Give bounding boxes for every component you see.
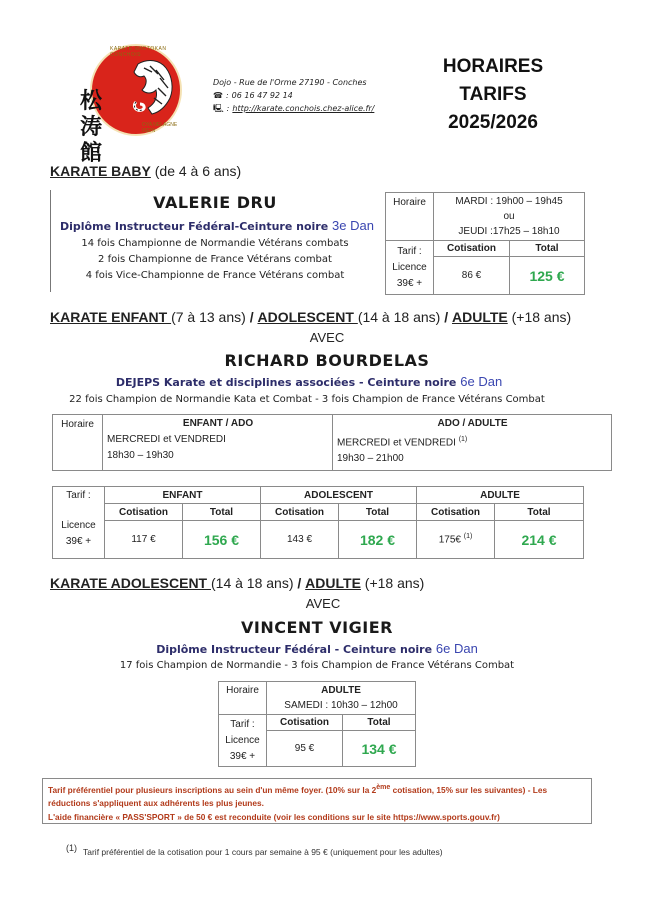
licence-price: 39€ + <box>229 750 256 762</box>
palmares-line: 14 fois Championne de Normandie Vétérans combats <box>81 238 349 249</box>
course-name: KARATE ENFANT <box>50 309 172 325</box>
tarif-label-cell <box>53 487 105 559</box>
horaire-label: Horaire <box>53 415 103 471</box>
instructor-name: VINCENT VIGIER <box>241 618 393 637</box>
dan-grade: 3e Dan <box>332 218 374 233</box>
separator: / <box>249 309 254 325</box>
diploma-text: DEJEPS Karate et disciplines associées - Ceinture noire <box>115 376 457 389</box>
cotisation-value: 95 € <box>267 731 343 767</box>
group-header-adulte: ADULTE <box>417 487 584 504</box>
notice-text: cotisation, 15% sur les suivantes) - Les <box>390 784 548 795</box>
kanji-char: 松 <box>80 88 103 114</box>
tarif-label-cell <box>219 715 267 767</box>
schedule-cell <box>434 193 585 241</box>
group-header-enfant: ENFANT <box>105 487 261 504</box>
separator: / <box>297 575 302 591</box>
title-line: TARIFS <box>459 84 527 105</box>
footnote-marker: (1) <box>458 436 468 443</box>
total-header: Total <box>183 504 261 521</box>
total-header: Total <box>339 504 417 521</box>
instructor-palmares <box>60 236 370 284</box>
schedule-cell <box>267 682 416 715</box>
instructor-palmares: 22 fois Champion de Normandie Kata et Combat - 3 fois Champion de France Vétérans Combat <box>69 394 545 405</box>
instructor-diploma <box>0 641 634 656</box>
instructor-diploma <box>60 218 374 233</box>
course-name: ADULTE <box>451 309 508 325</box>
total-value: 125 € <box>510 257 585 295</box>
licence-price: 39€ + <box>396 277 423 289</box>
baby-schedule-table <box>385 192 585 295</box>
cotisation-header: Cotisation <box>261 504 339 521</box>
age-range: (+18 ans) <box>511 309 572 325</box>
cotisation-value-adolescent: 143 € <box>261 521 339 559</box>
total-header: Total <box>510 241 585 257</box>
schedule-line: JEUDI :17h25 – 18h10 <box>458 226 560 237</box>
cotisation-value-enfant: 117 € <box>105 521 183 559</box>
dan-grade: 6e Dan <box>435 641 478 656</box>
palmares-line: 2 fois Championne de France Vétérans combat <box>98 254 332 265</box>
cotisation-header: Cotisation <box>105 504 183 521</box>
title-line: 2025/2026 <box>448 112 538 133</box>
diploma-text: Diplôme Instructeur Fédéral-Ceinture noire <box>60 220 329 233</box>
instructor-name: VALERIE DRU <box>153 193 277 212</box>
licence-label: Licence <box>392 261 427 273</box>
website-row <box>213 102 374 115</box>
group-title: ADULTE <box>321 685 361 696</box>
licence-label: Licence <box>225 734 260 746</box>
cotisation-cell-adulte <box>417 521 495 559</box>
group-title: ADO / ADULTE <box>437 418 508 429</box>
dan-grade: 6e Dan <box>460 374 503 389</box>
phone-number[interactable]: 06 16 47 92 14 <box>231 91 293 100</box>
course-name: ADULTE <box>305 575 361 591</box>
total-value-adolescent: 182 € <box>339 521 417 559</box>
schedule-enfant-ado <box>103 415 333 471</box>
age-range: (14 à 18 ans) <box>357 309 441 325</box>
ordinal-suffix: ème <box>376 784 391 791</box>
tiger-emblem-icon <box>130 58 176 118</box>
cotisation-header: Cotisation <box>417 504 495 521</box>
avec-label: AVEC <box>309 330 345 345</box>
age-range: (+18 ans) <box>364 575 425 591</box>
age-range: (de 4 à 6 ans) <box>154 163 242 179</box>
schedule-days: MERCREDI et VENDREDI <box>107 434 226 445</box>
notice-line: réductions s'appliquent aux adhérents les plus jeunes. <box>48 798 264 809</box>
instructor-diploma <box>0 374 618 389</box>
discount-notice <box>42 778 592 824</box>
address: Dojo - Rue de l'Orme 27190 - Conches <box>213 78 367 87</box>
logo-ring-bottom-text: OYA NELAGNE ISEIN <box>142 122 178 134</box>
tarif-label-cell <box>386 241 434 295</box>
schedule-line: SAMEDI : 10h30 – 12h00 <box>284 700 398 711</box>
total-header: Total <box>495 504 584 521</box>
notice-line: L'aide financière « PASS'SPORT » de 50 € est reconduite (voir les conditions sur le site https://www.sports.gouv.fr) <box>48 811 500 822</box>
cotisation-value-adulte: 175€ <box>438 534 461 546</box>
enfant-tarif-table <box>52 486 584 559</box>
divider <box>50 190 51 292</box>
notice-line <box>48 781 586 797</box>
group-title: ENFANT / ADO <box>182 418 254 429</box>
palmares-line: 4 fois Vice-Championne de France Vétérans combat <box>85 270 345 281</box>
cotisation-value: 86 € <box>434 257 510 295</box>
tarif-label: Tarif : <box>66 490 91 501</box>
age-range: (7 à 13 ans) <box>171 309 246 325</box>
diploma-text: Diplôme Instructeur Fédéral - Ceinture noire <box>156 643 433 656</box>
footnote-text: Tarif préférentiel de la cotisation pour 1 cours par semaine à 95 € (uniquement pour les adultes) <box>83 846 443 857</box>
title-line: HORAIRES <box>442 56 544 77</box>
contact-block <box>213 76 374 115</box>
horaire-label: Horaire <box>219 682 267 715</box>
separator: / <box>444 309 449 325</box>
colon: : <box>226 104 230 113</box>
cotisation-header: Cotisation <box>434 241 510 257</box>
colon: : <box>225 91 229 100</box>
age-range: (14 à 18 ans) <box>211 575 294 591</box>
schedule-line: MARDI : 19h00 – 19h45 <box>455 196 563 207</box>
schedule-ado-adulte <box>333 415 612 471</box>
licence-label: Licence <box>61 520 96 531</box>
section-heading-enfant <box>50 309 571 325</box>
telephone-icon: ☎ <box>213 91 223 100</box>
course-name: ADOLESCENT <box>257 309 358 325</box>
section-heading-ado <box>50 575 424 591</box>
avec-label: AVEC <box>305 596 341 611</box>
total-value-enfant: 156 € <box>183 521 261 559</box>
course-name: KARATE BABY <box>50 163 151 179</box>
footnote-marker: (1) <box>66 843 77 853</box>
website-link[interactable]: http://karate.conchois.chez-alice.fr/ <box>232 104 375 113</box>
kanji-char: 館 <box>80 140 103 166</box>
tarif-label: Tarif : <box>230 718 255 730</box>
page-title <box>430 53 556 137</box>
schedule-hours: 19h30 – 21h00 <box>337 453 404 465</box>
section-heading-baby <box>50 163 241 179</box>
licence-price: 39€ + <box>65 536 92 547</box>
notice-text: Tarif préférentiel pour plusieurs inscriptions au sein d'un même foyer. (10% sur la 2 <box>48 784 377 795</box>
course-name: KARATE ADOLESCENT <box>50 575 211 591</box>
kanji-char: 涛 <box>80 114 103 140</box>
cotisation-header: Cotisation <box>267 715 343 731</box>
footnote-marker: (1) <box>463 533 473 541</box>
total-value: 134 € <box>343 731 416 767</box>
ado-schedule-table <box>218 681 416 767</box>
phone-row <box>213 89 374 102</box>
computer-icon: 🖳 <box>213 104 224 113</box>
horaire-label: Horaire <box>386 193 434 241</box>
group-header-adolescent: ADOLESCENT <box>261 487 417 504</box>
schedule-days-row <box>337 432 608 451</box>
instructor-palmares: 17 fois Champion de Normandie - 3 fois Champion de France Vétérans Combat <box>119 660 515 671</box>
total-header: Total <box>343 715 416 731</box>
tarif-label: Tarif : <box>397 245 422 257</box>
schedule-days: MERCREDI et VENDREDI <box>337 437 456 449</box>
kanji-dojo-name <box>80 88 110 166</box>
footnote <box>66 843 443 857</box>
schedule-line: ou <box>503 211 515 222</box>
schedule-hours: 18h30 – 19h30 <box>107 450 174 461</box>
enfant-schedule-table <box>52 414 612 471</box>
logo-ring-top-text: KARATE SHOTOKAN CONCHOIS <box>110 46 167 58</box>
total-value-adulte: 214 € <box>495 521 584 559</box>
instructor-name: RICHARD BOURDELAS <box>224 351 430 370</box>
